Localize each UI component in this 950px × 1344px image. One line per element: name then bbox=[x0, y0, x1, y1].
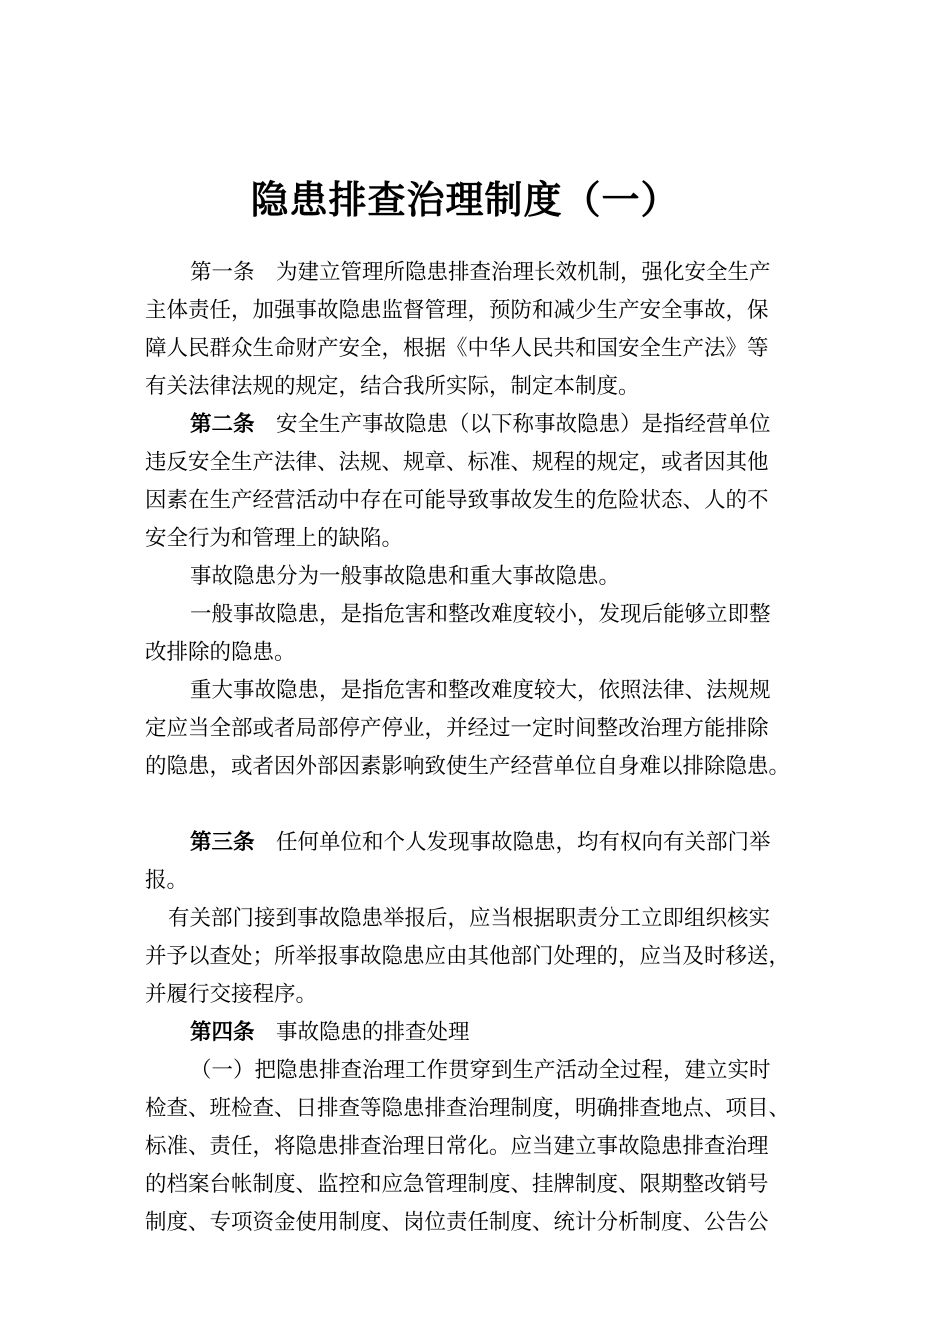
paragraph-line: 检查、班检查、日排查等隐患排查治理制度，明确排查地点、项目、 bbox=[145, 1096, 791, 1121]
paragraph-line bbox=[190, 410, 880, 440]
paragraph-line: 主体责任，加强事故隐患监督管理，预防和减少生产安全事故，保 bbox=[145, 298, 769, 323]
line-text: 事故隐患的排查处理 bbox=[254, 1020, 470, 1045]
paragraph-line: 障人民群众生命财产安全，根据《中华人民共和国安全生产法》等 bbox=[145, 336, 769, 361]
article-label: 第一条 bbox=[190, 260, 255, 285]
paragraph-line: 重大事故隐患，是指危害和整改难度较大，依照法律、法规规 bbox=[190, 678, 771, 703]
paragraph-line bbox=[190, 828, 880, 858]
page-title: 隐患排查治理制度（一） bbox=[250, 178, 680, 222]
paragraph-line: 有关法律法规的规定，结合我所实际，制定本制度。 bbox=[145, 374, 640, 399]
paragraph-line: 的隐患，或者因外部因素影响致使生产经营单位自身难以排除隐患。 bbox=[145, 754, 791, 779]
paragraph-line: （一）把隐患排查治理工作贯穿到生产活动全过程，建立实时 bbox=[190, 1058, 771, 1083]
paragraph-line: 标准、责任，将隐患排查治理日常化。应当建立事故隐患排查治理 bbox=[145, 1134, 769, 1159]
paragraph-line: 违反安全生产法律、法规、规章、标准、规程的规定，或者因其他 bbox=[145, 450, 769, 475]
paragraph-line: 改排除的隐患。 bbox=[145, 640, 296, 665]
paragraph-line: 的档案台帐制度、监控和应急管理制度、挂牌制度、限期整改销号 bbox=[145, 1172, 769, 1197]
paragraph-line: 定应当全部或者局部停产停业，并经过一定时间整改治理方能排除 bbox=[145, 716, 769, 741]
paragraph-line: 事故隐患分为一般事故隐患和重大事故隐患。 bbox=[190, 564, 621, 589]
paragraph-line: 一般事故隐患，是指危害和整改难度较小，发现后能够立即整 bbox=[190, 602, 771, 627]
paragraph-line: 报。 bbox=[145, 868, 189, 893]
paragraph-line: 有关部门接到事故隐患举报后，应当根据职责分工立即组织核实 bbox=[168, 906, 771, 931]
article-label: 第四条 bbox=[190, 1020, 255, 1045]
line-text: 安全生产事故隐患（以下称事故隐患）是指经营单位 bbox=[254, 412, 771, 437]
paragraph-line: 并予以查处；所举报事故隐患应由其他部门处理的，应当及时移送， bbox=[145, 944, 791, 969]
paragraph-line bbox=[190, 1018, 880, 1048]
article-label: 第三条 bbox=[190, 830, 255, 855]
paragraph-line: 并履行交接程序。 bbox=[145, 982, 318, 1007]
line-text: 为建立管理所隐患排查治理长效机制，强化安全生产 bbox=[254, 260, 771, 285]
paragraph-line bbox=[190, 258, 880, 288]
line-text: 任何单位和个人发现事故隐患，均有权向有关部门举 bbox=[254, 830, 771, 855]
paragraph-line: 安全行为和管理上的缺陷。 bbox=[145, 526, 404, 551]
paragraph-line: 因素在生产经营活动中存在可能导致事故发生的危险状态、人的不 bbox=[145, 488, 769, 513]
article-label: 第二条 bbox=[190, 412, 255, 437]
paragraph-line: 制度、专项资金使用制度、岗位责任制度、统计分析制度、公告公 bbox=[145, 1210, 769, 1235]
